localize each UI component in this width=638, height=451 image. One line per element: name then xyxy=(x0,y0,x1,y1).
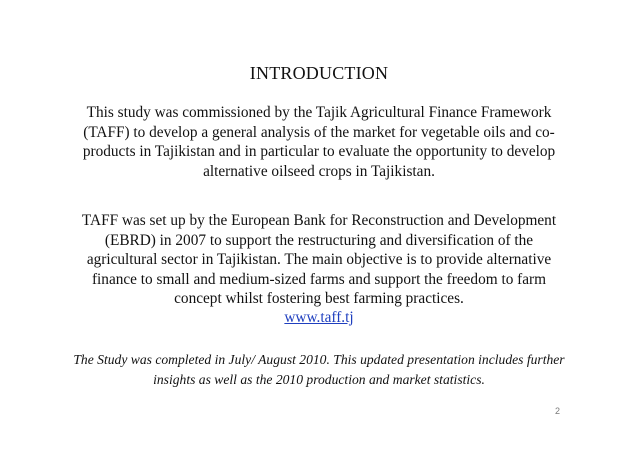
intro-paragraph: This study was commissioned by the Tajik Agricultural Finance Framework (TAFF) to develop a general analysis of the market for vegetable oils and co-products in Tajikistan and in particular to evaluate the opportunity to develop alternative oilseed crops in Tajikistan. xyxy=(82,104,556,180)
slide-title: INTRODUCTION xyxy=(249,63,389,83)
study-note: The Study was completed in July/ August 2010. This updated presentation includes further insights as well as the 2010 production and market statistics. xyxy=(73,352,565,387)
taff-paragraph: TAFF was set up by the European Bank for Reconstruction and Development (EBRD) in 2007 to support the restructuring and diversification of the agricultural sector in Tajikistan. The main objective is to provide alternative finance to small and medium-sized farms and support the freedom to farm concept whilst fostering best farming practices. xyxy=(81,212,557,307)
taff-website-link[interactable]: www.taff.tj xyxy=(284,309,354,326)
page-number: 2 xyxy=(554,406,560,416)
link-line xyxy=(0,308,638,328)
